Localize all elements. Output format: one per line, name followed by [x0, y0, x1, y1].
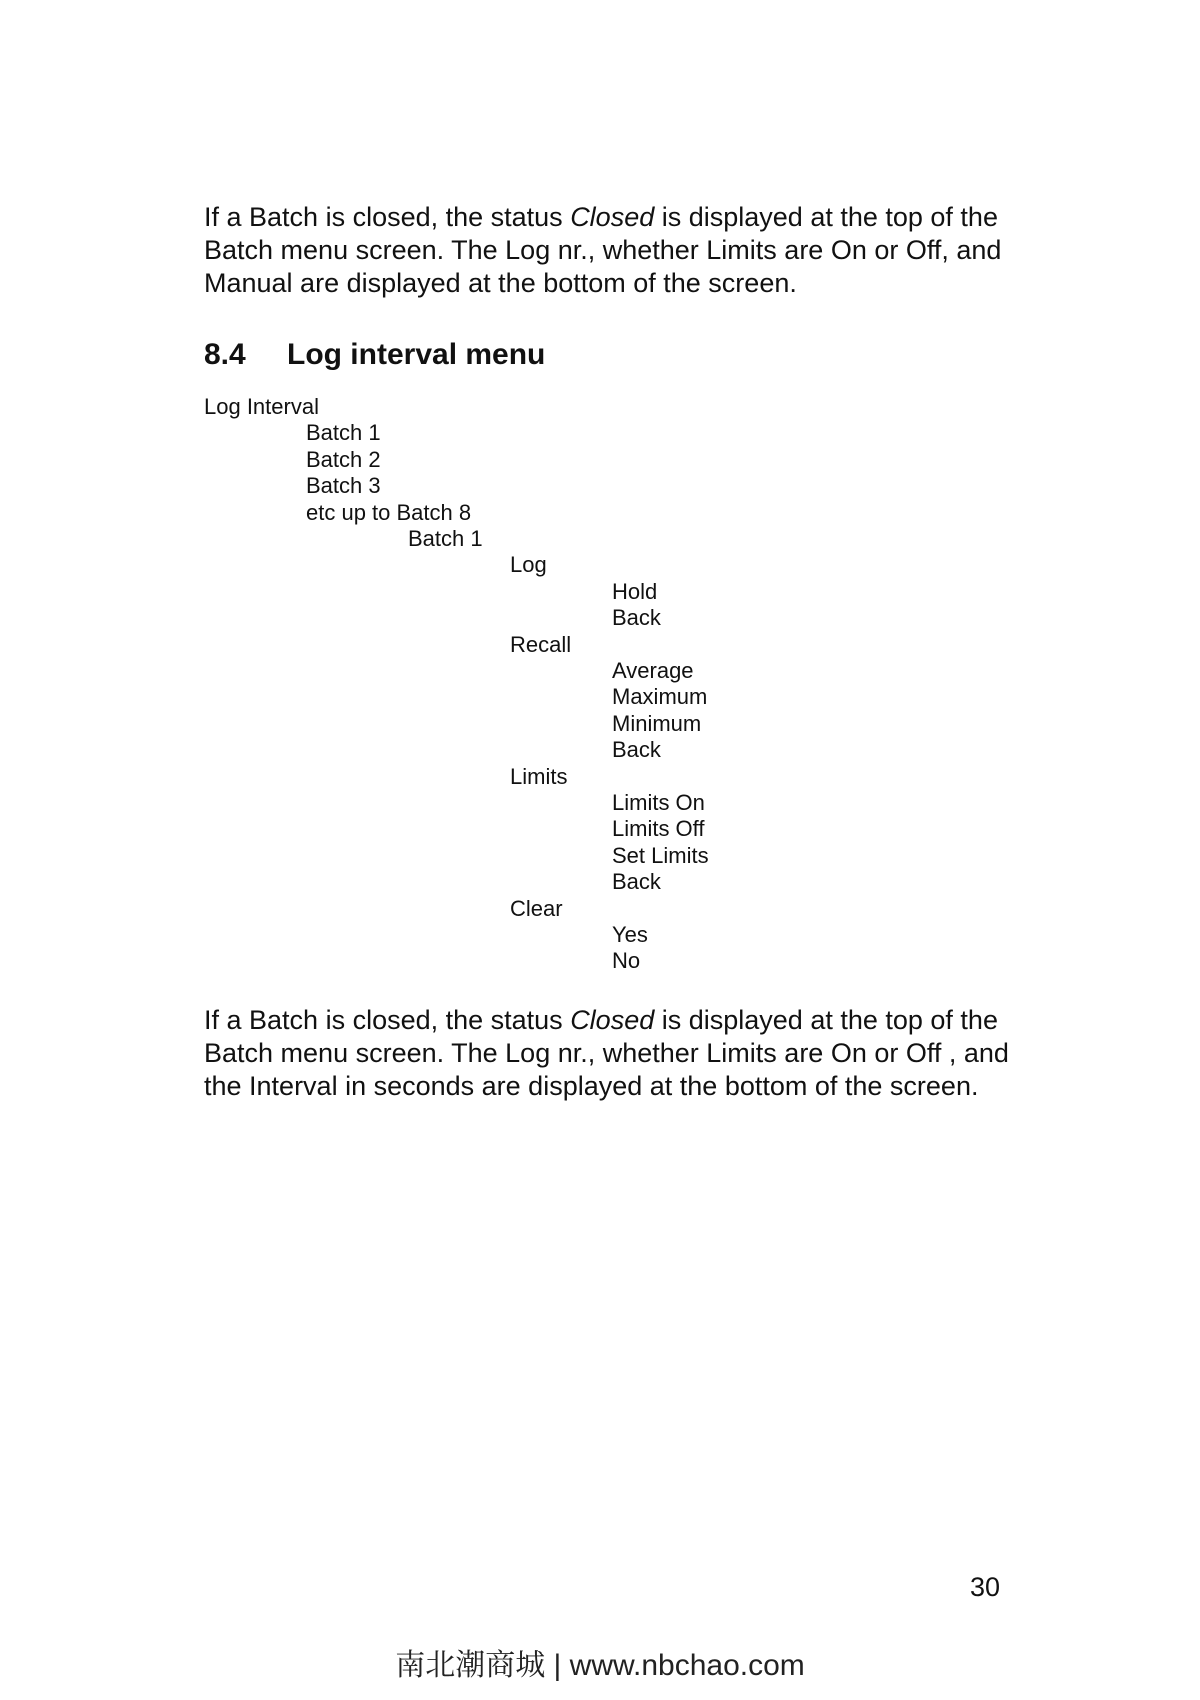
menu-tree-item: Limits Off: [612, 816, 705, 841]
section-heading: [204, 338, 545, 372]
menu-tree-item: No: [612, 948, 641, 973]
closing-closed-status: Closed: [570, 1005, 655, 1035]
menu-tree-item: Batch 3: [306, 473, 381, 498]
menu-tree-item: Batch 1: [306, 420, 381, 445]
menu-tree-item: Limits: [510, 764, 568, 789]
intro-closed-status: Closed: [570, 202, 655, 232]
menu-tree-item: Back: [612, 869, 661, 894]
closing-text-start: If a Batch is closed, the status: [204, 1005, 571, 1035]
menu-tree-item: Recall: [510, 632, 572, 657]
page-number: 30: [969, 1572, 1000, 1602]
closing-text-end: is displayed at the top of the Batch menu screen. The Log nr., whether Limits are On or Off , and the Interval in seconds are displayed at the bottom of the screen.: [204, 1005, 1009, 1101]
menu-tree-item: Back: [612, 605, 661, 630]
menu-tree-item: Clear: [510, 896, 563, 921]
intro-text-end: is displayed at the top of the Batch menu screen. The Log nr., whether Limits are On or Off, and Manual are displayed at the bottom of the screen.: [204, 202, 1002, 298]
section-number: 8.4: [204, 338, 246, 371]
footer-watermark: 南北潮商城 | www.nbchao.com: [395, 1649, 805, 1682]
menu-tree-item: etc up to Batch 8: [306, 500, 472, 525]
intro-text-start: If a Batch is closed, the status: [204, 202, 571, 232]
menu-tree-item: Log: [510, 552, 547, 577]
menu-tree-item: Minimum: [612, 711, 702, 736]
menu-tree-item: Limits On: [612, 790, 705, 815]
menu-tree-item: Batch 1: [408, 526, 483, 551]
intro-paragraph: [204, 201, 1034, 300]
menu-tree-item: Log Interval: [204, 394, 319, 419]
menu-tree-item: Set Limits: [612, 843, 709, 868]
section-title: Log interval menu: [287, 338, 546, 371]
menu-tree-item: Yes: [612, 922, 648, 947]
closing-paragraph: [204, 1004, 1034, 1103]
menu-tree-item: Back: [612, 737, 661, 762]
menu-tree-item: Batch 2: [306, 447, 381, 472]
menu-tree-item: Hold: [612, 579, 658, 604]
menu-tree-item: Average: [612, 658, 694, 683]
menu-tree-item: Maximum: [612, 684, 708, 709]
